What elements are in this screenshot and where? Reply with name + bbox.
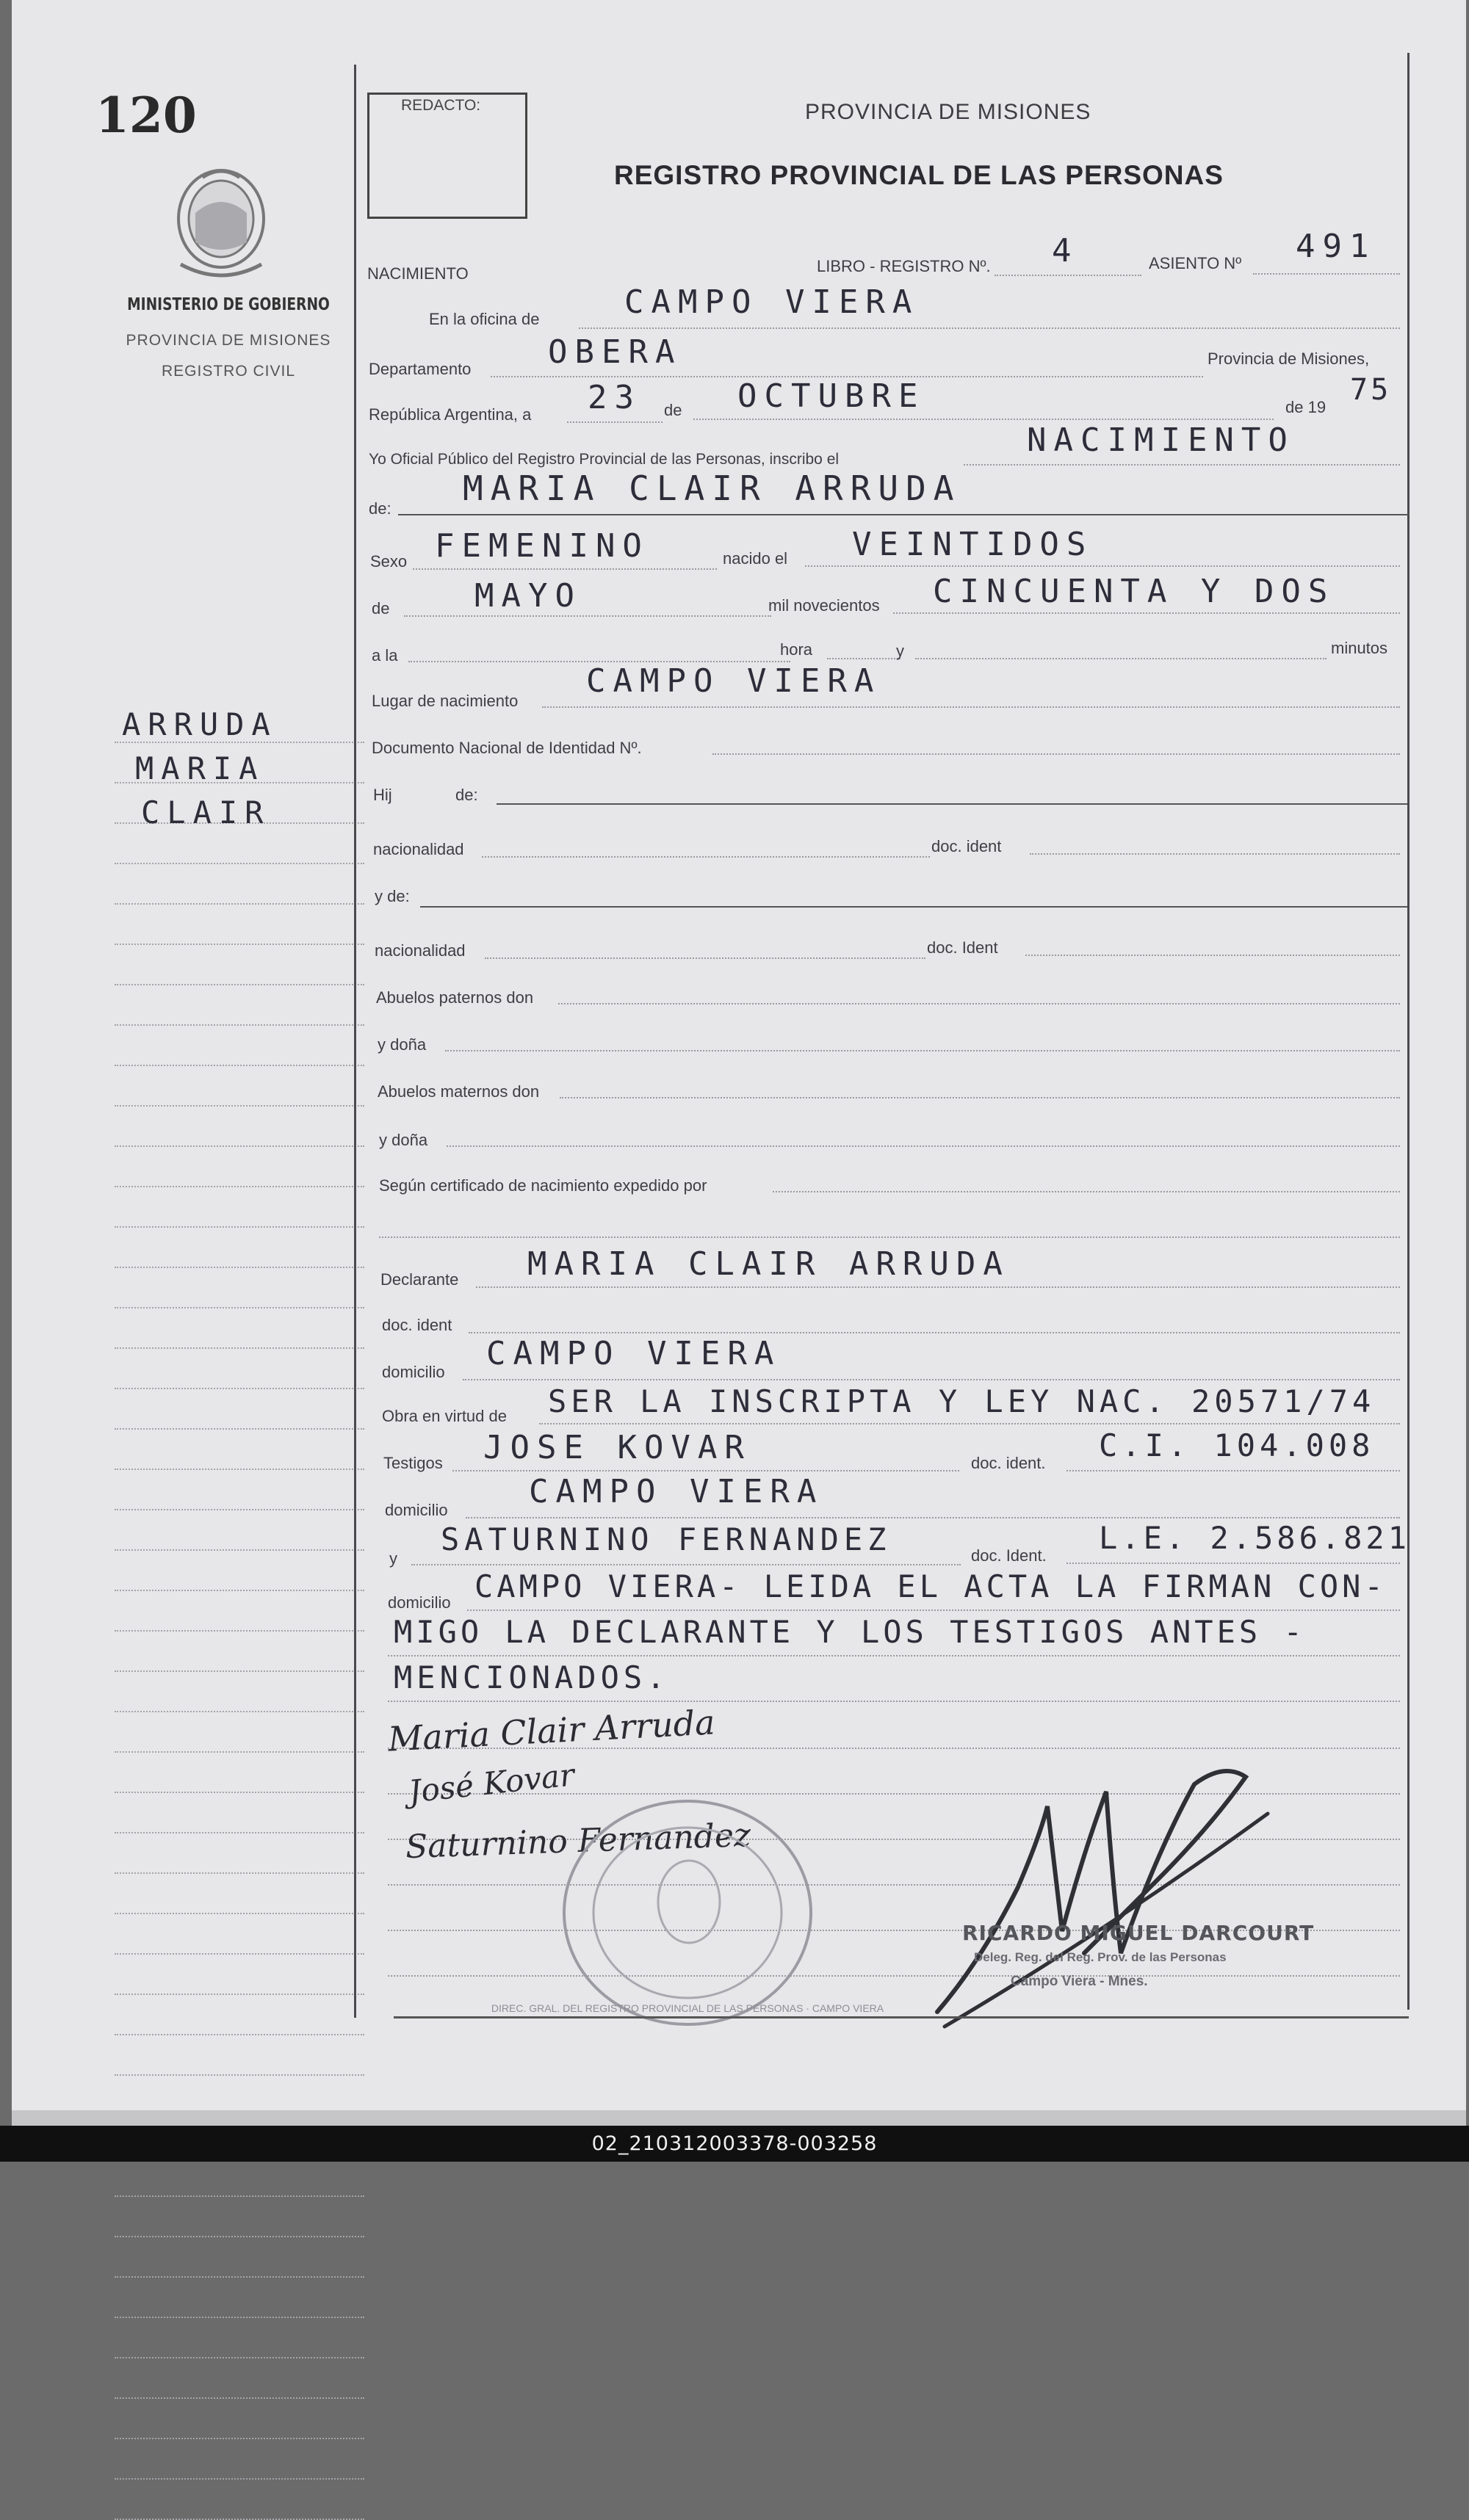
margin-ruled-line xyxy=(115,1590,364,1591)
margin-ruled-line xyxy=(115,1509,364,1510)
official-stamp-name: RICARDO MIGUEL DARCOURT xyxy=(962,1921,1315,1945)
value-domicilio-declarante: CAMPO VIERA xyxy=(486,1335,782,1372)
label-libro: LIBRO - REGISTRO Nº. xyxy=(817,257,991,275)
official-stamp-place: Campo Viera - Mnes. xyxy=(1011,1974,1148,1989)
label-de-mes: de xyxy=(664,401,682,419)
margin-ruled-line xyxy=(115,1388,364,1389)
page-bottom-edge xyxy=(12,2110,1466,2126)
margin-ruled-line xyxy=(115,1145,364,1147)
label-departamento: Departamento xyxy=(369,360,472,378)
margin-ruled-line xyxy=(115,1428,364,1430)
margin-ruled-line xyxy=(115,1469,364,1470)
label-hij-de: de: xyxy=(455,786,478,804)
margin-ruled-line xyxy=(115,2276,364,2278)
margin-ruled-line xyxy=(115,2034,364,2035)
margin-ruled-line xyxy=(115,2438,364,2439)
signature-testigo-2: Saturnino Fernandez xyxy=(405,1816,751,1867)
province-title: PROVINCIA DE MISIONES xyxy=(805,100,1091,124)
form-bottom-rule xyxy=(394,2016,1409,2018)
value-lugar: CAMPO VIERA xyxy=(586,662,881,700)
margin-ruled-line xyxy=(115,1549,364,1551)
label-hij: Hij xyxy=(373,786,392,804)
value-obra: SER LA INSCRIPTA Y LEY NAC. 20571/74 xyxy=(548,1383,1376,1419)
signature-testigo-1: José Kovar xyxy=(407,1756,577,1810)
margin-ruled-line xyxy=(115,944,364,945)
label-a-la: a la xyxy=(372,646,398,665)
label-obra: Obra en virtud de xyxy=(382,1407,507,1425)
label-lugar: Lugar de nacimiento xyxy=(372,692,519,710)
margin-middle-name: CLAIR xyxy=(141,794,271,830)
label-de-nombre: de: xyxy=(369,499,391,518)
redacto-label: REDACTO: xyxy=(401,97,481,114)
value-domicilio-final-1: CAMPO VIERA- LEIDA EL ACTA LA FIRMAN CON- xyxy=(474,1568,1387,1604)
label-nacimiento: NACIMIENTO xyxy=(367,264,469,283)
margin-ruled-line xyxy=(115,863,364,864)
value-testigo-1-doc: C.I. 104.008 xyxy=(1099,1427,1375,1463)
document-page xyxy=(12,0,1466,2126)
label-y-hora: y xyxy=(896,642,904,660)
label-de-anio: de 19 xyxy=(1285,398,1327,416)
margin-ruled-line xyxy=(115,1105,364,1107)
label-declarante: Declarante xyxy=(380,1270,459,1289)
value-sexo: FEMENINO xyxy=(435,527,649,565)
label-y-dona-2: y doña xyxy=(379,1131,428,1149)
label-doc-ident-5: doc. Ident. xyxy=(971,1546,1047,1565)
page-number: 120 xyxy=(95,87,197,144)
label-de-mes-nac: de xyxy=(372,599,390,618)
margin-ruled-line xyxy=(115,1267,364,1268)
margin-ruled-line xyxy=(115,903,364,905)
image-id-footer: 02_210312003378-003258 xyxy=(0,2126,1469,2162)
label-yo-oficial: Yo Oficial Público del Registro Provincial de las Personas, inscribo el xyxy=(369,451,840,468)
value-anio-nac: CINCUENTA Y DOS xyxy=(933,573,1335,610)
value-testigo-1-domicilio: CAMPO VIERA xyxy=(529,1473,824,1510)
value-nacido: VEINTIDOS xyxy=(852,526,1094,563)
label-testigos: Testigos xyxy=(383,1454,443,1472)
label-nacionalidad-2: nacionalidad xyxy=(375,941,466,960)
margin-ruled-line xyxy=(115,2357,364,2358)
margin-ruled-line xyxy=(115,2478,364,2480)
label-oficina: En la oficina de xyxy=(429,310,540,328)
ministry-office: REGISTRO CIVIL xyxy=(161,363,296,380)
margin-ruled-line xyxy=(115,1953,364,1955)
label-provincia: Provincia de Misiones, xyxy=(1208,350,1370,368)
margin-ruled-line xyxy=(115,1872,364,1874)
value-oficina: CAMPO VIERA xyxy=(624,283,920,321)
label-y-dona-1: y doña xyxy=(378,1035,427,1054)
value-testigo-2-doc: L.E. 2.586.821 xyxy=(1099,1520,1411,1556)
official-stamp-title: Deleg. Reg. del Reg. Prov. de las Personas xyxy=(974,1950,1227,1964)
label-domicilio-1: domicilio xyxy=(382,1363,445,1381)
ministry-province: PROVINCIA DE MISIONES xyxy=(126,332,331,349)
ministry-title: MINISTERIO DE GOBIERNO xyxy=(127,295,330,314)
value-mes: OCTUBRE xyxy=(737,377,925,415)
label-dni: Documento Nacional de Identidad Nº. xyxy=(372,739,642,757)
margin-ruled-line xyxy=(115,1226,364,1228)
value-declarante: MARIA CLAIR ARRUDA xyxy=(527,1245,1010,1283)
label-domicilio-3: domicilio xyxy=(388,1593,451,1612)
label-asiento: ASIENTO Nº xyxy=(1149,254,1242,272)
margin-surname: ARRUDA xyxy=(122,706,278,742)
value-domicilio-final-3: MENCIONADOS. xyxy=(394,1659,670,1695)
value-anio: 75 xyxy=(1350,373,1392,407)
value-libro: 4 xyxy=(1052,232,1079,269)
label-hora: hora xyxy=(780,640,813,659)
label-nacido: nacido el xyxy=(723,549,788,568)
seal-text: DIREC. GRAL. DEL REGISTRO PROVINCIAL DE LAS PERSONAS · CAMPO VIERA xyxy=(491,2002,884,2014)
label-sexo: Sexo xyxy=(370,552,408,571)
value-inscribe: NACIMIENTO xyxy=(1027,421,1295,459)
margin-first-name: MARIA xyxy=(135,750,265,786)
margin-ruled-line xyxy=(115,1307,364,1308)
label-domicilio-2: domicilio xyxy=(385,1501,448,1519)
margin-ruled-line xyxy=(115,1630,364,1632)
form-left-rule xyxy=(354,65,356,2018)
value-testigo-2: SATURNINO FERNANDEZ xyxy=(441,1521,892,1557)
value-domicilio-final-2: MIGO LA DECLARANTE Y LOS TESTIGOS ANTES - xyxy=(394,1614,1306,1650)
label-doc-ident-1: doc. ident xyxy=(931,837,1002,855)
label-doc-ident-4: doc. ident. xyxy=(971,1454,1046,1472)
margin-ruled-line xyxy=(115,2397,364,2399)
margin-ruled-line xyxy=(115,2195,364,2197)
official-round-seal xyxy=(491,1792,884,2034)
margin-ruled-line xyxy=(115,2236,364,2237)
label-abuelos-maternos: Abuelos maternos don xyxy=(378,1082,540,1101)
label-republica: República Argentina, a xyxy=(369,405,532,424)
coat-of-arms-emblem xyxy=(166,162,276,286)
margin-ruled-line xyxy=(115,1913,364,1914)
margin-ruled-line xyxy=(115,1024,364,1026)
label-y-testigo: y xyxy=(389,1549,397,1568)
label-doc-ident-3: doc. ident xyxy=(382,1316,452,1334)
registry-title: REGISTRO PROVINCIAL DE LAS PERSONAS xyxy=(614,160,1224,190)
label-nacionalidad-1: nacionalidad xyxy=(373,840,464,858)
margin-ruled-line xyxy=(115,1994,364,1995)
value-asiento: 491 xyxy=(1296,228,1376,265)
label-mil-novecientos: mil novecientos xyxy=(768,596,880,615)
official-signature-mark xyxy=(915,1762,1327,2041)
margin-ruled-line xyxy=(115,1792,364,1793)
margin-ruled-line xyxy=(115,1711,364,1712)
margin-ruled-line xyxy=(115,1065,364,1066)
value-departamento: OBERA xyxy=(548,333,682,371)
label-abuelos-paternos: Abuelos paternos don xyxy=(376,988,534,1007)
margin-ruled-line xyxy=(115,1670,364,1672)
form-right-rule xyxy=(1407,53,1410,2010)
value-testigo-1: JOSE KOVAR xyxy=(483,1429,751,1466)
margin-ruled-line xyxy=(115,2317,364,2318)
signature-declarante: Maria Clair Arruda xyxy=(386,1702,716,1759)
value-mes-nac: MAYO xyxy=(474,577,582,615)
margin-ruled-line xyxy=(115,1186,364,1187)
margin-ruled-line xyxy=(115,984,364,985)
label-minutos: minutos xyxy=(1331,639,1388,657)
label-doc-ident-2: doc. Ident xyxy=(927,938,998,957)
margin-ruled-line xyxy=(115,1751,364,1753)
label-y-de: y de: xyxy=(375,887,410,905)
margin-ruled-line xyxy=(115,2074,364,2076)
value-nombre: MARIA CLAIR ARRUDA xyxy=(463,468,961,508)
label-segun: Según certificado de nacimiento expedido por xyxy=(379,1176,707,1195)
margin-ruled-line xyxy=(115,1832,364,1833)
value-dia: 23 xyxy=(588,379,641,416)
margin-ruled-line xyxy=(115,1347,364,1349)
